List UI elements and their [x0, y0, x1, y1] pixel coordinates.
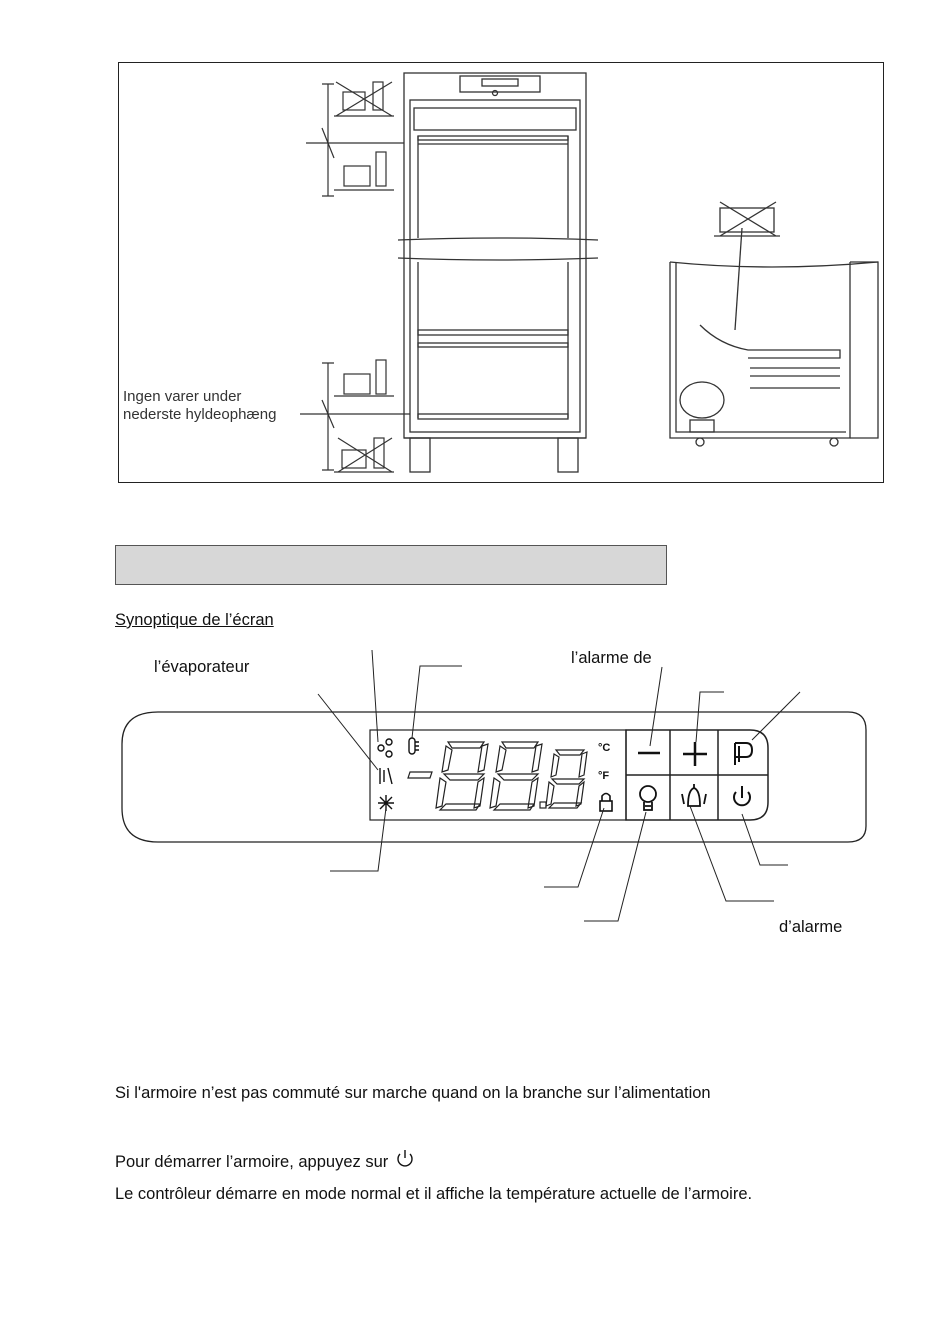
- leader-lines: [318, 650, 800, 921]
- unit-celsius: °C: [598, 742, 611, 754]
- figure-caption-line1: Ingen varer under: [123, 388, 242, 405]
- instruction-line-2: [115, 1148, 415, 1172]
- label-alarm-of: l’alarme de: [571, 649, 652, 667]
- power-button[interactable]: [734, 786, 750, 805]
- lightbulb-icon: [640, 786, 656, 810]
- instruction-line-1: Si l'armoire n’est pas commuté sur marche quand on la branche sur l’alimentation: [115, 1084, 711, 1102]
- seven-segment-digits: [408, 742, 587, 810]
- plus-button[interactable]: [683, 742, 707, 766]
- alarm-bell-icon: [682, 784, 706, 806]
- minus-button[interactable]: [628, 732, 669, 774]
- figure-caption-line2: nederste hyldeophæng: [123, 406, 277, 423]
- power-icon: [734, 786, 750, 805]
- lock-icon: [600, 794, 612, 812]
- label-alarm: d’alarme: [779, 918, 843, 936]
- plus-icon: [683, 742, 707, 766]
- fan-icon: [378, 739, 392, 757]
- power-icon: [395, 1148, 415, 1168]
- display-heading: Synoptique de l’écran: [115, 611, 274, 629]
- defrost-icon: [380, 768, 392, 784]
- label-evaporator: l’évaporateur: [154, 658, 250, 676]
- instruction-line-2-text: Pour démarrer l’armoire, appuyez sur: [115, 1153, 389, 1171]
- alarm-button[interactable]: [682, 784, 706, 806]
- panel-bezel: [122, 712, 866, 842]
- program-button[interactable]: [735, 743, 752, 765]
- unit-fahrenheit: °F: [598, 770, 610, 782]
- light-button[interactable]: [640, 786, 656, 810]
- p-program-icon: [735, 743, 752, 765]
- instruction-line-3: Le contrôleur démarre en mode normal et il affiche la température actuelle de l’armoire.: [115, 1185, 753, 1203]
- thermometer-icon: [409, 738, 419, 754]
